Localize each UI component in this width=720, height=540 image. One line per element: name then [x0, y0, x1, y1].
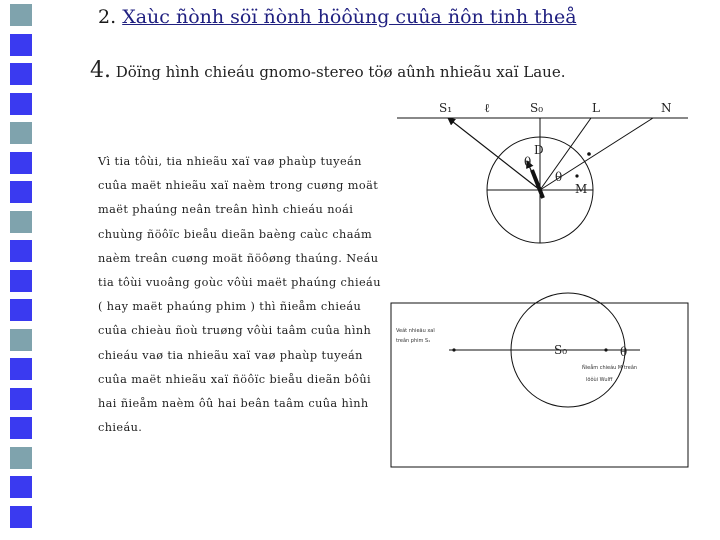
body-line: maët phaúng neân treân hình chieáu noái — [98, 203, 354, 217]
projection-point-M — [604, 348, 607, 351]
body-line: ( hay maët phaúng phim ) thì ñieåm chieáu — [98, 300, 362, 314]
label-L: L — [592, 101, 600, 115]
film-frame — [391, 303, 688, 467]
note-diffraction-line2: treân phim S₁ — [396, 338, 431, 344]
heading-number: 2. — [98, 6, 117, 28]
label-theta-bottom: θ — [620, 345, 628, 359]
label-ell: ℓ — [484, 101, 490, 115]
body-line: hai ñieåm naèm ôû hai beân taâm cuûa hình — [98, 397, 369, 411]
label-D: D — [534, 143, 544, 157]
subheading-number: 4. — [90, 58, 111, 83]
diffraction-spot — [452, 348, 455, 351]
projection-line-L — [540, 118, 591, 190]
body-line: naèm treân cuøng moät ñöôøng thaúng. Neáu — [98, 251, 379, 265]
label-theta-left: θ — [524, 155, 532, 169]
label-S0-top: S₀ — [530, 101, 544, 115]
film-diagram — [391, 293, 688, 467]
note-wulff-line1: Ñieåm chieáu M treân — [582, 365, 638, 371]
label-S1: S₁ — [439, 101, 453, 115]
body-line: chuùng ñöôïc bieåu dieãn baèng caùc chaám — [98, 227, 373, 241]
body-line: cuûa chieàu ñoù truøng vôùi taâm cuûa hình — [98, 324, 372, 338]
note-wulff-line2: löôùi Wulff — [586, 377, 613, 383]
label-theta-right: θ — [555, 170, 563, 184]
label-M: M — [575, 182, 588, 196]
point-M-dot — [575, 174, 578, 177]
body-line: chieáu. — [98, 421, 143, 435]
label-N: N — [661, 101, 672, 115]
label-S0-bottom: S₀ — [554, 343, 568, 357]
diffracted-ray-arrow — [448, 118, 540, 190]
point-D-dot — [587, 152, 591, 156]
body-line: cuûa maët nhieãu xaï naèm trong cuøng moät — [98, 179, 379, 193]
body-line: tia tôùi vuoâng goùc vôùi maët phaúng chieáu — [98, 276, 381, 290]
body-line: chieáu vaø tia nhieãu xaï vaø phaùp tuyeán — [98, 348, 363, 362]
projection-diagram — [397, 101, 688, 243]
heading-text: Xaùc ñònh söï ñònh höôùng cuûa ñôn tinh theå — [122, 6, 577, 28]
body-line: cuûa maët nhieãu xaï ñöôïc bieåu dieãn bôûi — [98, 372, 372, 386]
subheading-text: Döïng hình chieáu gnomo-stereo töø aûnh nhieãu xaï Laue. — [115, 63, 566, 81]
body-line: Vì tia tôùi, tia nhieãu xaï vaø phaùp tuyeán — [98, 155, 362, 168]
note-diffraction-line1: Veát nhieãu xaï — [396, 328, 435, 334]
